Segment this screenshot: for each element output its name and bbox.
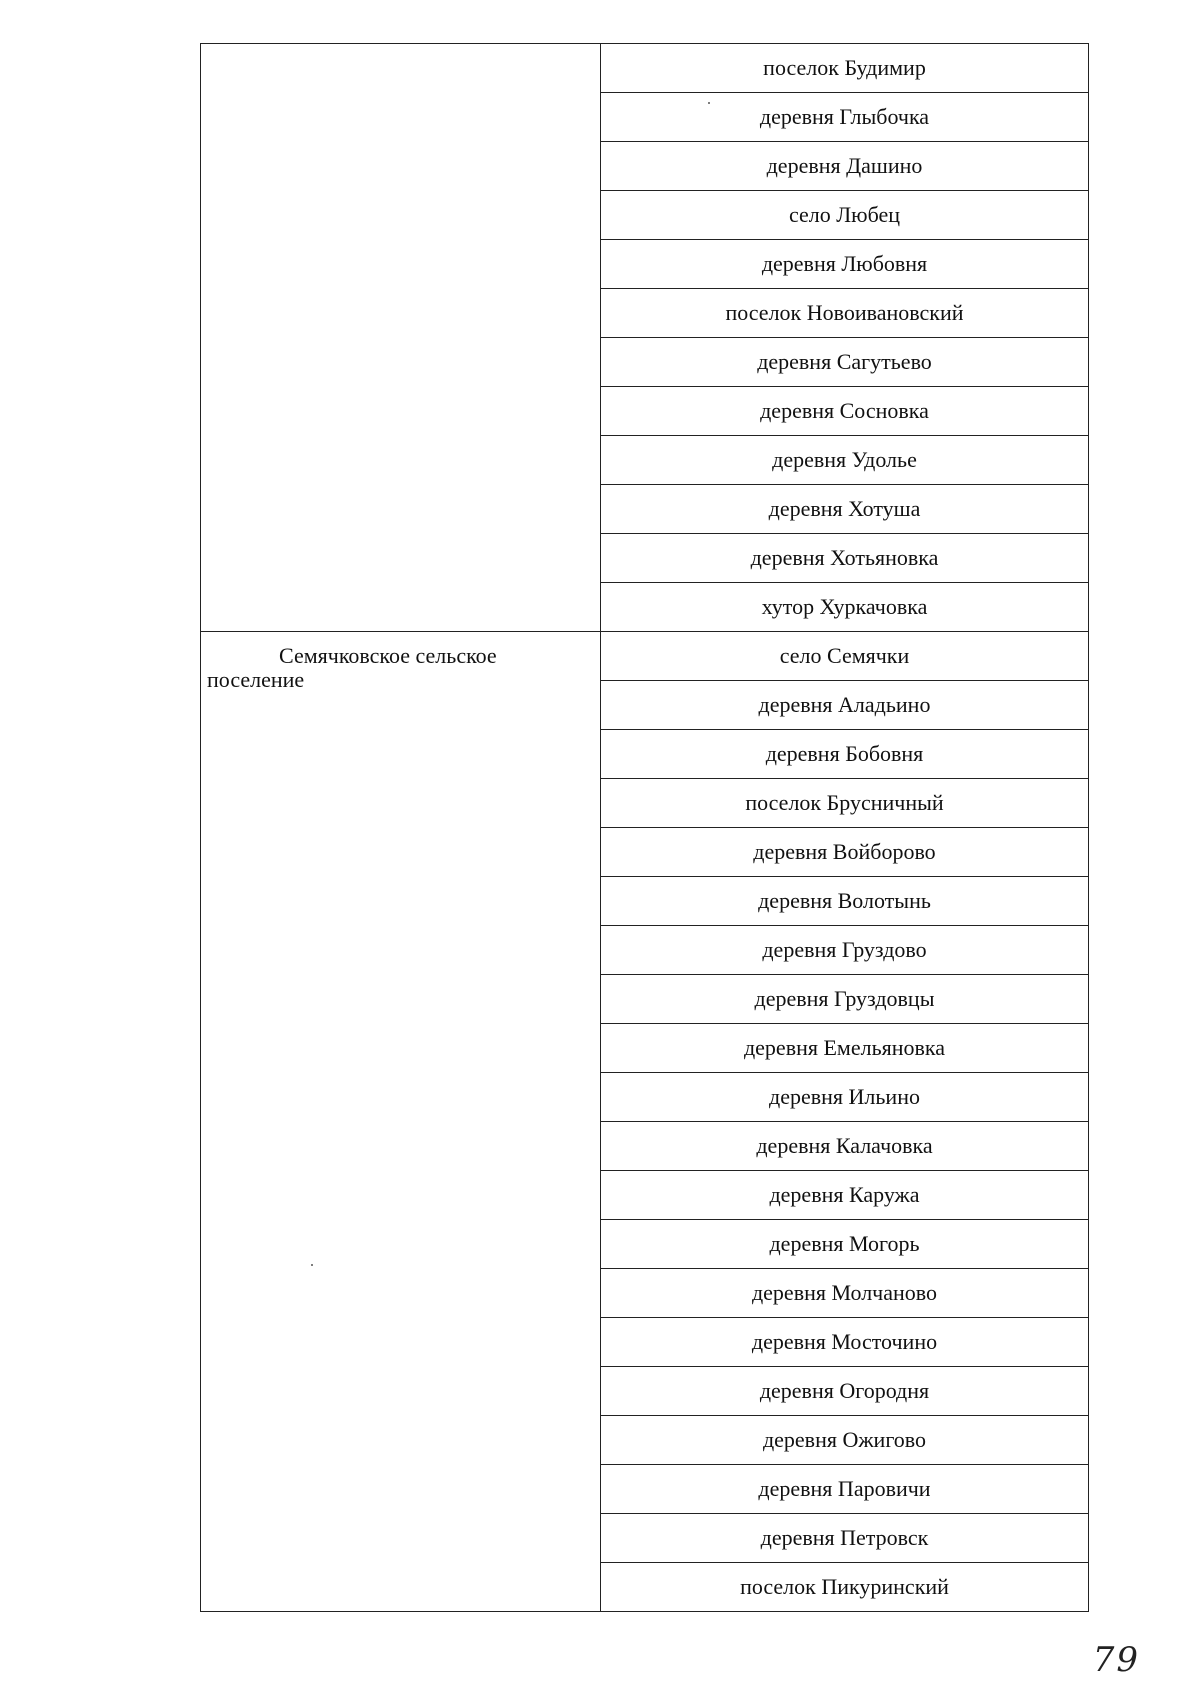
district-cell: Семячковское сельское поселение (201, 632, 601, 1612)
locality-cell: поселок Пикуринский (601, 1563, 1089, 1612)
locality-cell: деревня Емельяновка (601, 1024, 1089, 1073)
scan-speck (708, 102, 710, 104)
locality-cell: деревня Каружа (601, 1171, 1089, 1220)
locality-cell: поселок Брусничный (601, 779, 1089, 828)
locality-cell: деревня Дашино (601, 142, 1089, 191)
locality-cell: деревня Груздово (601, 926, 1089, 975)
locality-cell: деревня Любовня (601, 240, 1089, 289)
locality-cell: деревня Удолье (601, 436, 1089, 485)
locality-cell: деревня Груздовцы (601, 975, 1089, 1024)
locality-cell: деревня Огородня (601, 1367, 1089, 1416)
locality-cell: село Любец (601, 191, 1089, 240)
locality-cell: деревня Сосновка (601, 387, 1089, 436)
locality-cell: деревня Паровичи (601, 1465, 1089, 1514)
locality-cell: деревня Войборово (601, 828, 1089, 877)
table-row (201, 44, 1089, 93)
locality-cell: деревня Бобовня (601, 730, 1089, 779)
table-body (201, 44, 1089, 1612)
locality-cell: деревня Глыбочка (601, 93, 1089, 142)
locality-cell: деревня Молчаново (601, 1269, 1089, 1318)
locality-cell: деревня Хотьяновка (601, 534, 1089, 583)
locality-cell: хутор Хуркачовка (601, 583, 1089, 632)
page-number: 79 (1092, 1640, 1140, 1680)
locality-cell: деревня Мосточино (601, 1318, 1089, 1367)
locality-cell: деревня Петровск (601, 1514, 1089, 1563)
settlements-table (200, 43, 1089, 1612)
locality-cell: поселок Новоивановский (601, 289, 1089, 338)
locality-cell: деревня Сагутьево (601, 338, 1089, 387)
locality-cell: деревня Аладьино (601, 681, 1089, 730)
table-row (201, 632, 1089, 681)
district-cell (201, 44, 601, 632)
locality-cell: село Семячки (601, 632, 1089, 681)
locality-cell: деревня Могорь (601, 1220, 1089, 1269)
locality-cell: деревня Калачовка (601, 1122, 1089, 1171)
locality-cell: деревня Ожигово (601, 1416, 1089, 1465)
scan-speck (311, 1264, 313, 1266)
locality-cell: деревня Ильино (601, 1073, 1089, 1122)
locality-cell: деревня Хотуша (601, 485, 1089, 534)
locality-cell: поселок Будимир (601, 44, 1089, 93)
locality-cell: деревня Волотынь (601, 877, 1089, 926)
